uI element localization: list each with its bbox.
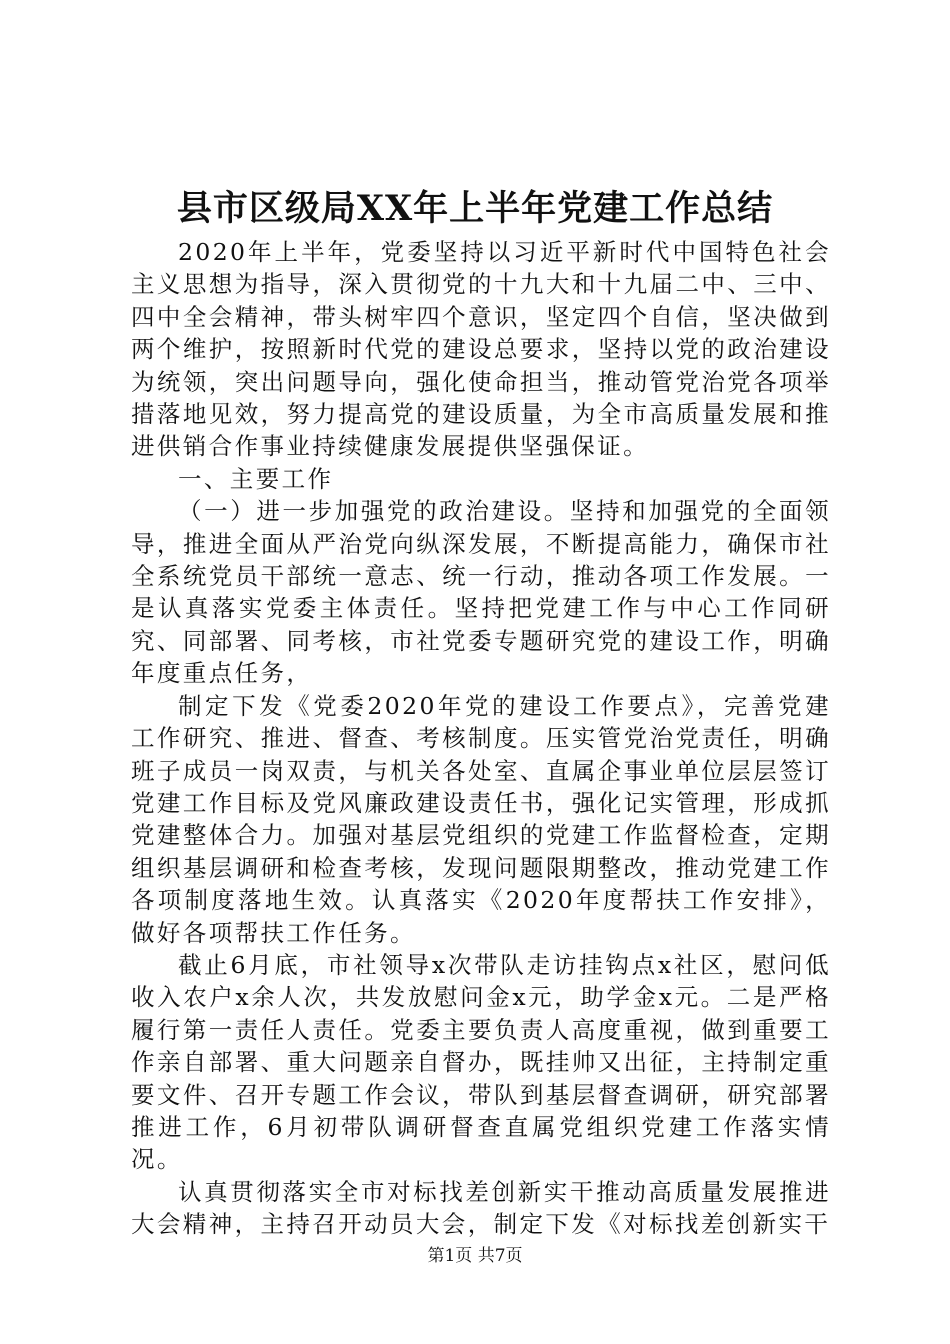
paragraph-intro: 2020年上半年，党委坚持以习近平新时代中国特色社会主义思想为指导，深入贯彻党的十九大和十九届二中、三中、四中全会精神，带头树牢四个意识，坚定四个自信，坚决做到两个维护，按照新时代党的建设总要求，坚持以党的政治建设为统领，突出问题导向，强化使命担当，推动管党治党各项举措落地见效，努力提高党的建设质量，为全市高质量发展和推进供销合作事业持续健康发展提供坚强保证。 xyxy=(131,238,831,461)
paragraph-political-building: （一）进一步加强党的政治建设。坚持和加强党的全面领导，推进全面从严治党向纵深发展，不断提高能力，确保市社全系统党员干部统一意志、统一行动，推动各项工作发展。一是认真落实党委主体责任。坚持把党建工作与中心工作同研究、同部署、同考核，市社党委专题研究党的建设工作，明确年度重点任务， xyxy=(131,497,831,688)
paragraph-benchmarking: 认真贯彻落实全市对标找差创新实干推动高质量发展推进大会精神，主持召开动员大会，制定下发《对标找差创新实干 xyxy=(131,1177,831,1239)
paragraph-work-points: 制定下发《党委2020年党的建设工作要点》，完善党建工作研究、推进、督查、考核制度。压实管党治党责任，明确班子成员一岗双责，与机关各处室、直属企事业单位层层签订党建工作目标及党风廉政建设责任书，强化记实管理，形成抓党建整体合力。加强对基层党组织的党建工作监督检查，定期组织基层调研和检查考核，发现问题限期整改，推动党建工作各项制度落地生效。认真落实《2020年度帮扶工作安排》，做好各项帮扶工作任务。 xyxy=(131,691,831,947)
document-title: 县市区级局XX年上半年党建工作总结 xyxy=(176,188,774,229)
document-body xyxy=(131,236,831,1241)
section-heading-main-work: 一、主要工作 xyxy=(178,464,334,493)
paragraph-june-visits: 截止6月底，市社领导x次带队走访挂钩点x社区，慰问低收入农户x余人次，共发放慰问金x元，助学金x元。二是严格履行第一责任人责任。党委主要负责人高度重视，做到重要工作亲自部署、重大问题亲自督办，既挂帅又出征，主持制定重要文件、召开专题工作会议，带队到基层督查调研，研究部署推进工作，6月初带队调研督查直属党组织党建工作落实情况。 xyxy=(131,950,831,1174)
page-indicator: 第1页 共7页 xyxy=(427,1246,523,1266)
